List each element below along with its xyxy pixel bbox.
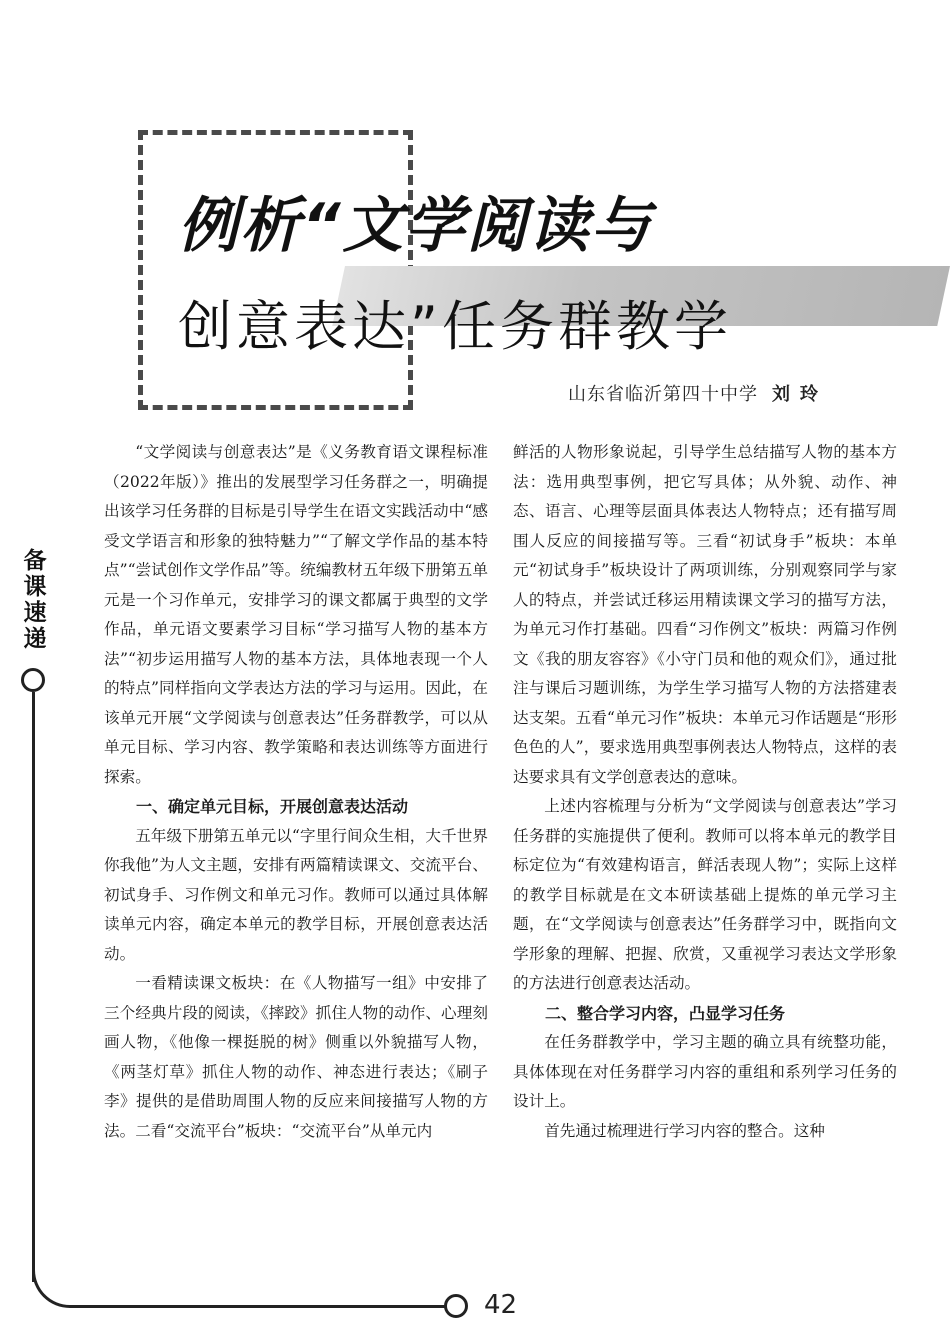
article-title-line1: 例析“文学阅读与: [178, 191, 653, 261]
paragraph-continued: 鲜活的人物形象说起，引导学生总结描写人物的基本方法：选用典型事例，把它写具体；从外貌、动作、神态、语言、心理等层面具体表达人物特点；还有描写周围人反应的间接描写等。三看“初试身手”板块：本单元“初试身手”板块设计了两项训练，分别观察同学与家人的特点，并尝试迁移运用精读课文学习的描写方法，为单元习作打基础。四看“习作例文”板块：两篇习作例文《我的朋友容容》《小守门员和他的观众们》，通过批注与课后习题训练，为学生学习描写人物的方法搭建表达支架。五看“单元习作”板块：本单元习作话题是“形形色色的人”，要求选用典型事例表达人物特点，这样的表达要求具有文学创意表达的意味。: [513, 443, 897, 786]
decor-horizontal-line: [70, 1305, 445, 1308]
right-column: [513, 438, 897, 1146]
section-tag: 备课速递: [23, 548, 47, 652]
article-title-line2: 创意表达”任务群教学: [178, 295, 732, 358]
paragraph-integration: 首先通过梳理进行学习内容的整合。这种: [544, 1121, 825, 1140]
section-heading-1: 一、确定单元目标，开展创意表达活动: [136, 797, 409, 816]
paragraph-reading-sections: 一看精读课文板块：在《人物描写一组》中安排了三个经典片段的阅读，《摔跤》抓住人物的动作、心理刻画人物，《他像一棵挺脱的树》侧重以外貌描写人物，《两茎灯草》抓住人物的动作、神态进行表达；《刷子李》提供的是借助周围人物的反应来间接描写人物的方法。二看“交流平台”板块：“交流平台”从单元内: [104, 974, 488, 1140]
author-affiliation: 山东省临沂第四十中学: [568, 384, 758, 405]
decor-circle-bottom: [444, 1294, 468, 1318]
author-name: 刘玲: [772, 384, 828, 405]
page-number: 42: [484, 1290, 518, 1320]
decor-corner-curve: [32, 1268, 72, 1308]
paragraph-task-group: 在任务群教学中，学习主题的确立具有统整功能，具体体现在对任务群学习内容的重组和系列学习任务的设计上。: [513, 1033, 897, 1110]
paragraph-intro: “文学阅读与创意表达”是《义务教育语文课程标准（2022年版）》推出的发展型学习任务群之一，明确提出该学习任务群的目标是引导学生在语文实践活动中“感受文学语言和形象的独特魅力”“了解文学作品的基本特点”“尝试创作文学作品”等。统编教材五年级下册第五单元是一个习作单元，安排学习的课文都属于典型的文学作品，单元语文要素学习目标“学习描写人物的基本方法”“初步运用描写人物的基本方法，具体地表现一个人的特点”同样指向文学表达方法的学习与运用。因此，在该单元开展“文学阅读与创意表达”任务群教学，可以从单元目标、学习内容、教学策略和表达训练等方面进行探索。: [104, 443, 488, 786]
section-heading-2: 二、整合学习内容，凸显学习任务: [545, 1003, 786, 1023]
paragraph-analysis: 上述内容梳理与分析为“文学阅读与创意表达”学习任务群的实施提供了便利。教师可以将本单元的教学目标定位为“有效建构语言，鲜活表现人物”；实际上这样的教学目标就是在文本研读基础上提炼的单元学习主题，在“文学阅读与创意表达”任务群学习中，既指向文学形象的理解、把握、欣赏，又重视学习表达文学形象的方法进行创意表达活动。: [513, 797, 897, 992]
author-line: [568, 380, 828, 406]
paragraph-unit-overview: 五年级下册第五单元以“字里行间众生相，大千世界你我他”为人文主题，安排有两篇精读课文、交流平台、初试身手、习作例文和单元习作。教师可以通过具体解读单元内容，确定本单元的教学目标，开展创意表达活动。: [104, 826, 488, 963]
left-column: [104, 438, 488, 1146]
decor-vertical-line: [32, 692, 35, 1282]
decor-circle-top: [21, 668, 45, 692]
